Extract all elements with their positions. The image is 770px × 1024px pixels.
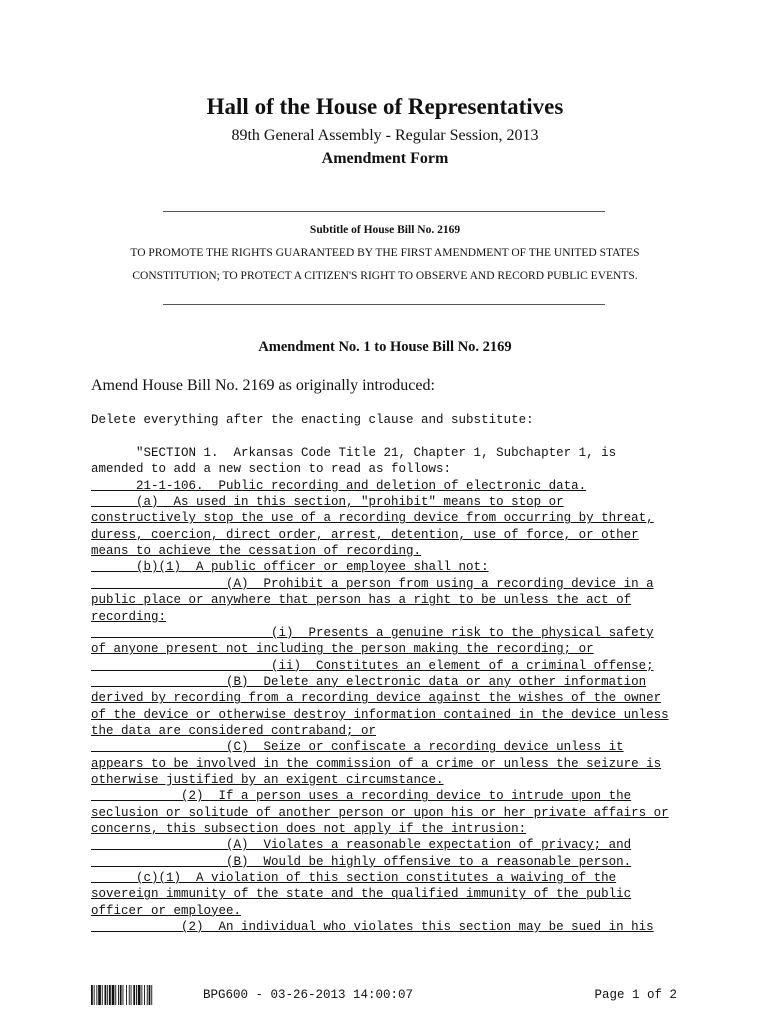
body-line: sovereign immunity of the state and the qualified immunity of the public [91,887,632,902]
page-title: Hall of the House of Representatives [206,94,564,119]
body-line: derived by recording from a recording device against the wishes of the owner [91,691,662,706]
body-line: (B) Would be highly offensive to a reasonable person. [91,854,632,869]
amendment-intro: Amend House Bill No. 2169 as originally introduced: [91,377,435,394]
body-line: amended to add a new section to read as follows: [91,462,452,477]
body-line: appears to be involved in the commission of a crime or unless the seizure is [91,756,662,771]
body-line: the data are considered contraband; or [91,723,377,738]
divider-bottom [163,304,605,305]
body-line: means to achieve the cessation of recording. [91,544,422,559]
page-number: Page 1 of 2 [594,988,677,1002]
body-line: (2) If a person uses a recording device to intrude upon the [91,789,632,804]
body-line: of anyone present not including the person making the recording; or [91,642,594,657]
amendment-instruction: Delete everything after the enacting clause and substitute: [91,413,534,427]
body-line: of the device or otherwise destroy information contained in the device unless [91,707,669,722]
subtitle-line: CONSTITUTION; TO PROTECT A CITIZEN'S RIGHT TO OBSERVE AND RECORD PUBLIC EVENTS. [132,270,638,282]
body-line: otherwise justified by an exigent circumstance. [91,773,444,787]
subtitle-line: TO PROMOTE THE RIGHTS GUARANTEED BY THE FIRST AMENDMENT OF THE UNITED STATES [130,247,640,259]
body-line: (i) Presents a genuine risk to the physical safety [91,625,654,640]
body-line: (a) As used in this section, "prohibit" means to stop or [91,495,564,510]
amendment-heading: Amendment No. 1 to House Bill No. 2169 [258,339,512,355]
body-line: seclusion or solitude of another person or upon his or her private affairs or [91,805,669,820]
body-line: public place or anywhere that person has a right to be unless the act of [91,593,632,608]
body-line: "SECTION 1. Arkansas Code Title 21, Chapter 1, Subchapter 1, is [91,446,617,460]
body-line: concerns, this subsection does not apply if the intrusion: [91,822,527,837]
body-line: duress, coercion, direct order, arrest, detention, use of force, or other [91,527,639,542]
divider-top [163,211,605,212]
body-line: recording: [91,609,167,624]
document-id: BPG600 - 03-26-2013 14:00:07 [203,988,414,1002]
body-line: (b)(1) A public officer or employee shall not: [91,560,489,575]
body-line: (2) An individual who violates this section may be sued in his [91,920,654,935]
session-label: 89th General Assembly - Regular Session, 2013 [231,127,539,144]
body-line: (C) Seize or confiscate a recording device unless it [91,740,624,755]
body-line: constructively stop the use of a recording device from occurring by threat, [91,511,654,526]
form-label: Amendment Form [321,150,449,167]
page-footer [0,985,770,1009]
body-line: (B) Delete any electronic data or any other information [91,674,647,689]
body-line: (c)(1) A violation of this section constitutes a waiving of the [91,871,617,886]
body-line: (A) Prohibit a person from using a recording device in a [91,576,654,591]
body-line: (A) Violates a reasonable expectation of privacy; and [91,838,632,853]
body-line: officer or employee. [91,903,242,918]
barcode-icon [91,985,181,1005]
body-line: 21-1-106. Public recording and deletion of electronic data. [91,478,587,493]
body-line: (ii) Constitutes an element of a criminal offense; [91,658,654,673]
subtitle-label: Subtitle of House Bill No. 2169 [309,224,461,236]
